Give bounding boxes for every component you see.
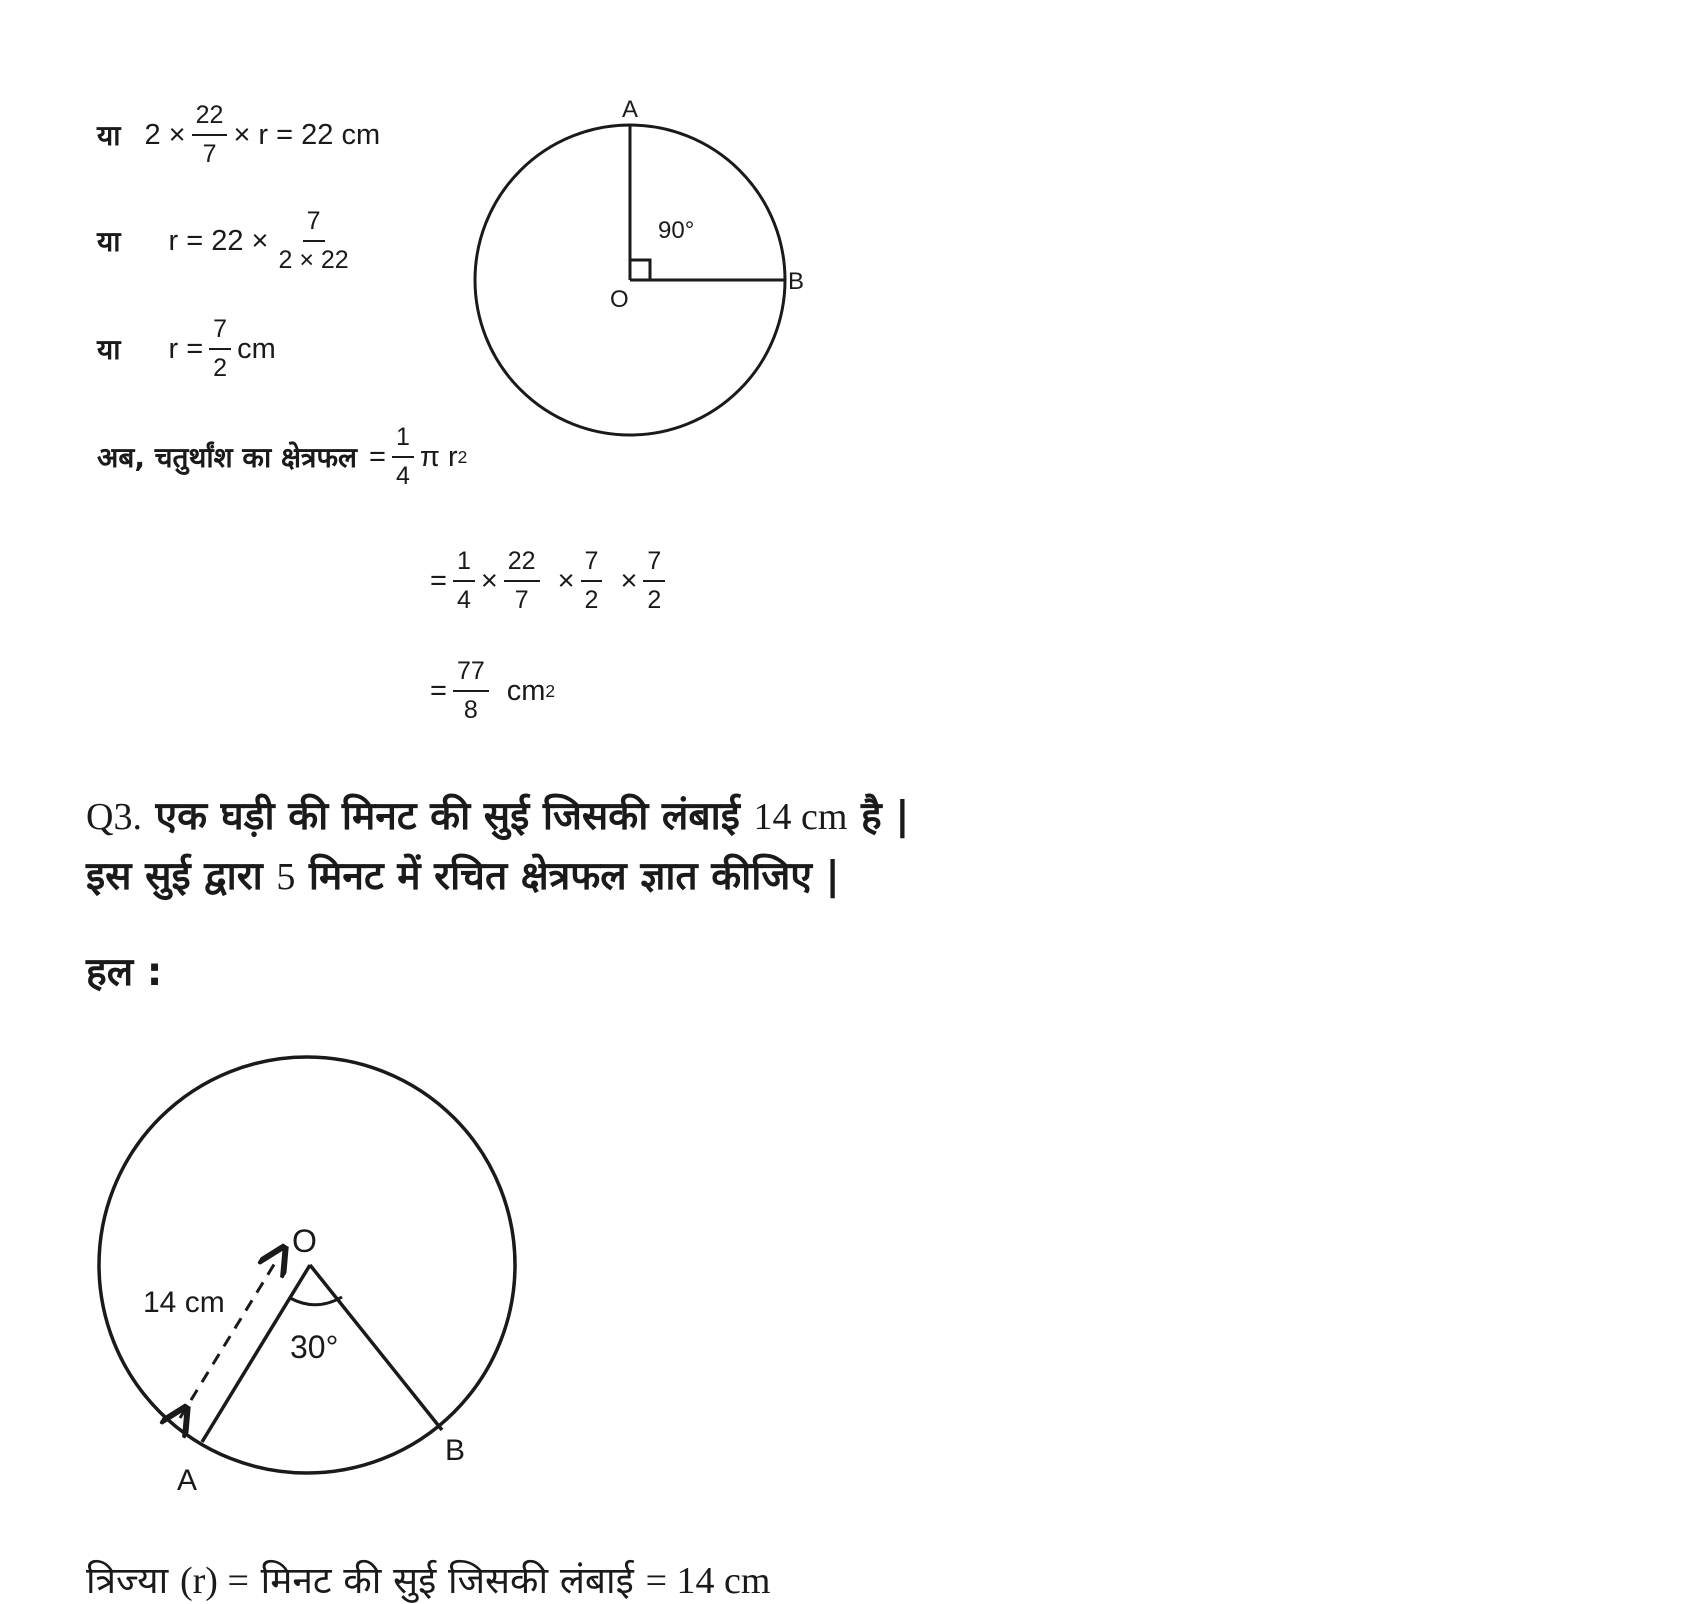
question-text: इस सुई द्वारा bbox=[86, 854, 263, 899]
point-o-label: O bbox=[610, 286, 629, 313]
equation-line-5 bbox=[430, 546, 671, 617]
expr-part: 2 × bbox=[144, 118, 186, 151]
equals-sign: = bbox=[430, 564, 447, 597]
question-text: एक घड़ी की मिनट की सुई जिसकी लंबाई bbox=[155, 794, 740, 839]
ya-label: या bbox=[97, 119, 121, 153]
length-label: 14 cm bbox=[143, 1286, 225, 1319]
clock-sector-diagram bbox=[80, 1040, 540, 1510]
point-b-label: B bbox=[445, 1434, 466, 1467]
expr-part: r = 22 × bbox=[168, 224, 269, 257]
fraction: $\frac{7}{2}$ bbox=[581, 546, 603, 617]
point-b-label: B bbox=[788, 268, 805, 295]
equals-sign: = bbox=[369, 440, 386, 473]
fraction: $\frac{7}{2}$ bbox=[209, 314, 231, 385]
expr-part: × r = 22 cm bbox=[233, 118, 381, 151]
fraction: $\frac{22}{7}$ bbox=[192, 100, 228, 171]
exponent: 2 bbox=[457, 446, 468, 467]
fraction: $\frac{7}{2 \times 22}$ bbox=[278, 207, 349, 275]
radius-desc: मिनट की सुई जिसकी लंबाई bbox=[260, 1559, 634, 1602]
question-value: 14 cm bbox=[753, 796, 848, 838]
question-value: 5 bbox=[276, 856, 296, 898]
angle-label: 90° bbox=[658, 217, 695, 244]
times-sign: × bbox=[620, 564, 638, 597]
exponent: 2 bbox=[545, 680, 556, 701]
expr-part: cm bbox=[237, 332, 276, 365]
question-line-1 bbox=[86, 788, 910, 841]
expr-part: π r bbox=[419, 440, 458, 473]
equation-line-1 bbox=[97, 100, 380, 171]
fraction: $\frac{1}{4}$ bbox=[392, 422, 414, 493]
radius-statement bbox=[86, 1553, 770, 1604]
radius-value: = 14 cm bbox=[645, 1560, 771, 1602]
circle-outline bbox=[99, 1057, 515, 1473]
point-a-label: A bbox=[622, 96, 639, 123]
question-number: Q3. bbox=[86, 796, 142, 838]
question-text: है | bbox=[860, 794, 910, 839]
fraction: $\frac{77}{8}$ bbox=[453, 656, 489, 727]
angle-label: 30° bbox=[290, 1329, 339, 1365]
radius-var: (r) = bbox=[179, 1560, 249, 1602]
right-angle-mark bbox=[630, 260, 650, 280]
equation-line-6 bbox=[430, 656, 555, 727]
equation-line-3 bbox=[97, 314, 276, 385]
equals-sign: = bbox=[430, 674, 447, 707]
equation-line-2 bbox=[97, 206, 359, 277]
ya-label: या bbox=[97, 225, 121, 259]
fraction: $\frac{22}{7}$ bbox=[504, 546, 540, 617]
question-text: मिनट में रचित क्षेत्रफल ज्ञात कीजिए | bbox=[308, 854, 840, 899]
times-sign: × bbox=[480, 564, 498, 597]
quadrant-area-label: अब, चतुर्थांश का क्षेत्रफल bbox=[97, 441, 358, 475]
angle-arc bbox=[290, 1297, 342, 1305]
question-line-2 bbox=[86, 848, 840, 901]
unit: cm bbox=[506, 674, 546, 707]
fraction: $\frac{7}{2}$ bbox=[643, 546, 665, 617]
fraction: $\frac{1}{4}$ bbox=[453, 546, 475, 617]
times-sign: × bbox=[557, 564, 575, 597]
expr-part: r = bbox=[168, 332, 204, 365]
point-o-label: O bbox=[292, 1223, 317, 1259]
circle-quadrant-diagram bbox=[460, 90, 820, 450]
equation-line-4 bbox=[97, 422, 467, 493]
point-a-label: A bbox=[177, 1464, 198, 1497]
radius-word: त्रिज्या bbox=[86, 1559, 169, 1602]
ya-label: या bbox=[97, 333, 121, 367]
dashed-length-arrow bbox=[180, 1258, 278, 1418]
solution-heading: हल : bbox=[86, 950, 163, 995]
